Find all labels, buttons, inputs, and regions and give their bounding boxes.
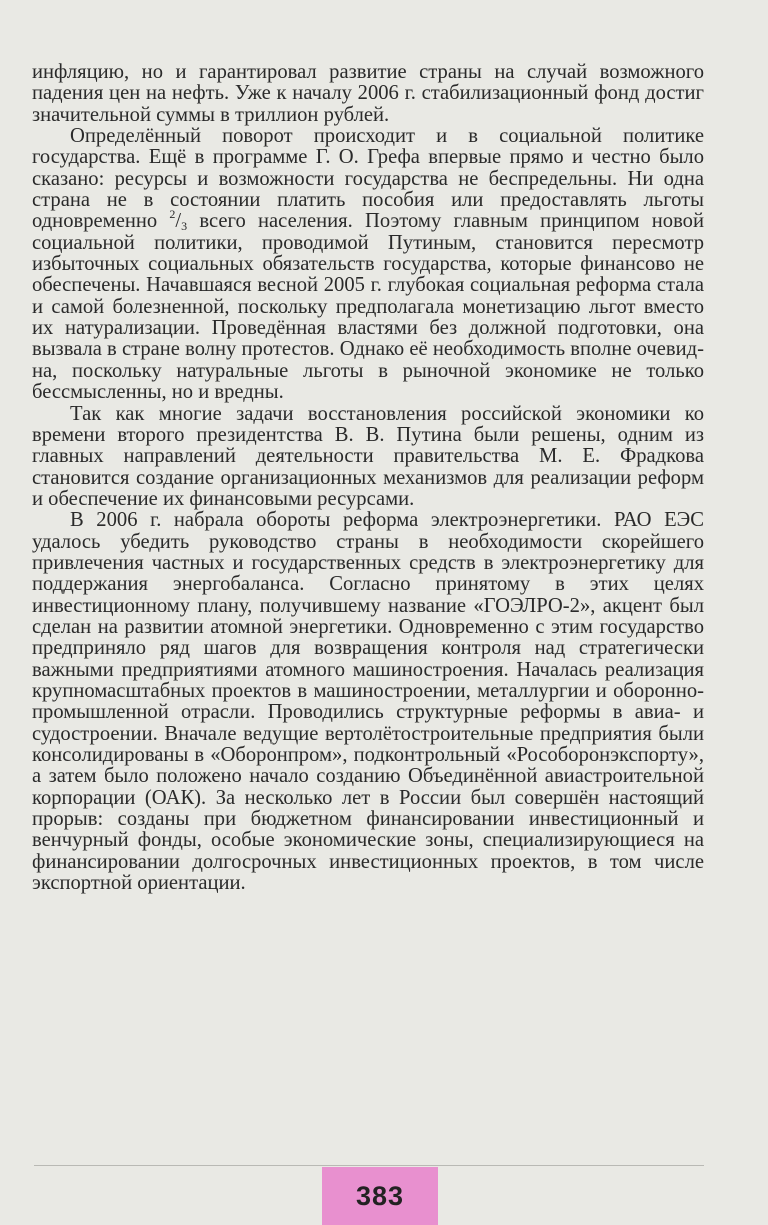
paragraph-2-text-after: всего населения. Поэтому главным принципом новой социальной политики, проводимой Путиным, становится пересмотр избыточных социальных обязательств государства, которые финансово не обеспечены. Начавшаяся весной 2005 г. глубокая социальная реформа стала и самой болезненной, поскольку предполагала монетизацию льгот вместо их натурализации. Проведённая властями без должной подготовки, она вызвала в стране волну протестов. Однако её необходимость вполне очевидна, поскольку натуральные льготы в рыночной экономике не только бессмысленны, но и вредны. <box>32 210 704 404</box>
paragraph-4: В 2006 г. набрала обороты реформа электроэнергетики. РАО ЕЭС удалось убедить руководство страны в необходимости скорейшего привлечения частных и государственных средств в электроэнергетику для поддержания энергобаланса. Согласно принятому в этих целях инвестиционному плану, получившему название «ГОЭЛРО-2», акцент был сделан на развитии атомной энергетики. Одновременно с этим государство предприняло ряд шагов для возвращения контроля над стратегически важными предприятиями атомного машиностроения. Началась реализация крупномасштабных проектов в машиностроении, металлургии и оборонно-промышленной отрасли. Проводились структурные реформы в авиа- и судостроении. Вначале ведущие вертолётостроительные предприятия были консолидированы в «Оборонпром», подконтрольный «Рособоронэкспорту», а затем было положено начало созданию Объединённой авиастроительной корпорации (ОАК). За несколько лет в России был совершён настоящий прорыв: созданы при бюджетном финансировании инвестиционный и венчурный фонды, особые экономические зоны, специализирующиеся на финансировании долгосрочных инвестиционных проектов, в том числе экспортной ориентации. <box>32 509 704 895</box>
paragraph-2 <box>32 126 704 403</box>
fraction-slash: / <box>175 210 182 233</box>
page-body <box>32 62 704 894</box>
page-number: 383 <box>355 1180 405 1211</box>
paragraph-2-text-before: Определённый поворот происходит и в социальной политике государства. Ещё в программе Г. О. Грефа впервые прямо и честно было сказано: ресурсы и возможности государства не беспредельны. Ни одна страна не в состоянии платить пособия или предоставлять льготы одновременно <box>32 125 704 233</box>
paragraph-3: Так как многие задачи восстановления российской экономики ко времени второго президентства В. В. Путина были решены, одним из главных направлений деятельности правительства М. Е. Фрадкова становится создание организационных механизмов для реализации реформ и обеспечение их финансовыми ресурсами. <box>32 402 704 510</box>
footer-divider <box>34 1165 704 1166</box>
fraction-numerator: 2 <box>169 207 176 222</box>
page-number-badge <box>322 1167 438 1225</box>
paragraph-1: инфляцию, но и гарантировал развитие страны на случай возможного падения цен на нефть. Уже к началу 2006 г. стабилизационный фонд достиг значительной суммы в триллион рублей. <box>32 61 704 126</box>
fraction-denominator: 3 <box>181 219 188 234</box>
